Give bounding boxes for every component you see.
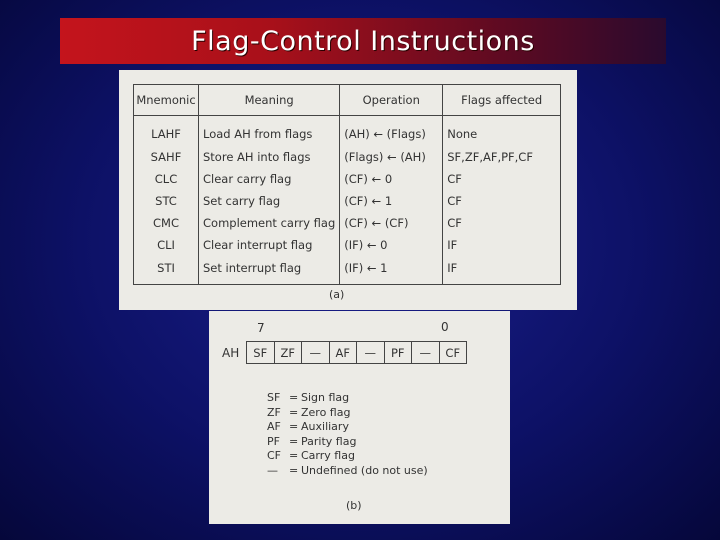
table-row xyxy=(134,190,561,212)
table-row xyxy=(134,168,561,190)
cell-operation: (Flags) ← (AH) xyxy=(340,146,443,168)
legend-equals: = xyxy=(289,449,299,462)
cell-mnemonic: CLI xyxy=(134,234,199,256)
cell-mnemonic: SAHF xyxy=(134,146,199,168)
register-bit-cell: SF xyxy=(247,342,275,363)
legend-abbr: PF xyxy=(267,434,280,448)
title-banner xyxy=(60,18,666,64)
cell-mnemonic: STI xyxy=(134,256,199,285)
register-bit-cell: — xyxy=(412,342,440,363)
cell-operation: (AH) ← (Flags) xyxy=(340,116,443,147)
cell-flags: IF xyxy=(443,234,561,256)
ah-register-figure xyxy=(209,311,510,524)
legend-text: Sign flag xyxy=(301,391,350,404)
register-bit-cell: — xyxy=(302,342,330,363)
legend-abbr: — xyxy=(267,463,278,477)
figure-b-caption: (b) xyxy=(346,499,362,512)
cell-flags: IF xyxy=(443,256,561,285)
legend-abbr: SF xyxy=(267,391,281,404)
cell-flags: CF xyxy=(443,190,561,212)
legend-abbr: AF xyxy=(267,420,281,433)
cell-flags: SF,ZF,AF,PF,CF xyxy=(443,146,561,168)
cell-meaning: Clear interrupt flag xyxy=(199,234,340,256)
legend-text: Parity flag xyxy=(301,434,357,448)
header-operation: Operation xyxy=(340,85,443,116)
cell-meaning: Store AH into flags xyxy=(199,146,340,168)
register-bit-cell: ZF xyxy=(275,342,303,363)
header-flags-affected: Flags affected xyxy=(443,85,561,116)
cell-mnemonic: CLC xyxy=(134,168,199,190)
cell-operation: (CF) ← (CF) xyxy=(340,212,443,234)
cell-operation: (CF) ← 1 xyxy=(340,190,443,212)
legend-equals: = xyxy=(289,463,299,477)
register-bit-cell: AF xyxy=(330,342,358,363)
legend-item xyxy=(267,420,428,435)
legend-text: Auxiliary xyxy=(301,420,349,433)
ah-register-label: AH xyxy=(222,346,240,360)
header-mnemonic: Mnemonic xyxy=(134,85,199,116)
cell-meaning: Complement carry flag xyxy=(199,212,340,234)
register-bit-cell: PF xyxy=(385,342,413,363)
legend-equals: = xyxy=(289,391,299,404)
legend-item xyxy=(267,435,428,450)
bit-0-label: 0 xyxy=(441,320,449,334)
register-bit-cell: — xyxy=(357,342,385,363)
ah-register-bits xyxy=(246,341,467,364)
table-row xyxy=(134,234,561,256)
cell-meaning: Clear carry flag xyxy=(199,168,340,190)
cell-mnemonic: LAHF xyxy=(134,116,199,147)
cell-flags: CF xyxy=(443,212,561,234)
legend-equals: = xyxy=(289,420,299,433)
legend-text: Carry flag xyxy=(301,449,355,462)
slide-title: Flag-Control Instructions xyxy=(191,25,535,57)
table-row xyxy=(134,116,561,147)
cell-operation: (IF) ← 1 xyxy=(340,256,443,285)
header-meaning: Meaning xyxy=(199,85,340,116)
flag-instruction-table-figure xyxy=(119,70,577,310)
table-row xyxy=(134,212,561,234)
legend-item xyxy=(267,464,428,479)
cell-flags: None xyxy=(443,116,561,147)
figure-a-caption: (a) xyxy=(329,288,345,301)
cell-mnemonic: STC xyxy=(134,190,199,212)
legend-abbr: CF xyxy=(267,449,282,462)
legend-equals: = xyxy=(289,405,299,419)
cell-meaning: Set interrupt flag xyxy=(199,256,340,285)
cell-meaning: Set carry flag xyxy=(199,190,340,212)
legend-item xyxy=(267,391,428,406)
cell-operation: (IF) ← 0 xyxy=(340,234,443,256)
cell-mnemonic: CMC xyxy=(134,212,199,234)
legend-equals: = xyxy=(289,434,299,448)
legend-item xyxy=(267,406,428,421)
register-bit-cell: CF xyxy=(445,345,461,360)
legend-abbr: ZF xyxy=(267,405,281,419)
bit-7-label: 7 xyxy=(257,321,265,335)
cell-meaning: Load AH from flags xyxy=(199,116,340,147)
table-row xyxy=(134,146,561,168)
cell-operation: (CF) ← 0 xyxy=(340,168,443,190)
legend-text: Zero flag xyxy=(301,405,351,419)
cell-flags: CF xyxy=(443,168,561,190)
table-header-row xyxy=(134,85,561,116)
legend-text: Undefined (do not use) xyxy=(301,463,428,477)
legend-item xyxy=(267,449,428,464)
table-row xyxy=(134,256,561,285)
flag-instruction-table xyxy=(133,84,561,285)
flag-legend xyxy=(267,391,428,478)
